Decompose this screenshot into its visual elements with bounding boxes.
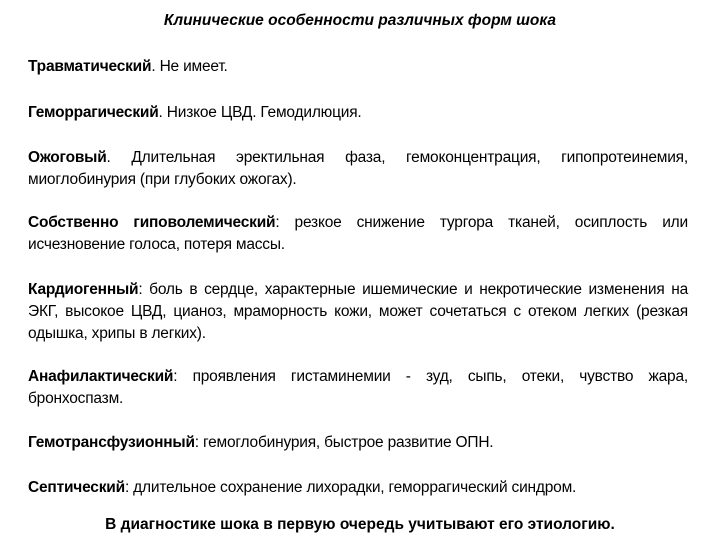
term: Травматический: [28, 58, 152, 75]
shock-type-septic: [28, 477, 688, 499]
separator: :: [173, 368, 193, 385]
separator: :: [275, 214, 295, 231]
shock-type-traumatic: [28, 56, 688, 78]
description: Длительная эректильная фаза, гемоконцентрация, гипопротеинемия, миоглобинурия (при глубоких ожогах).: [28, 149, 688, 188]
term: Кардиогенный: [28, 281, 139, 298]
shock-type-cardiogenic: [28, 279, 688, 345]
term: Ожоговый: [28, 149, 107, 166]
shock-type-hypovolemic: [28, 212, 688, 256]
shock-type-transfusion: [28, 432, 688, 454]
term: Анафилактический: [28, 368, 174, 385]
shock-type-hemorrhagic: [28, 102, 688, 124]
description: гемоглобинурия, быстрое развитие ОПН.: [203, 434, 494, 451]
separator: .: [151, 58, 160, 75]
separator: .: [106, 149, 132, 166]
description: длительное сохранение лихорадки, геморрагический синдром.: [133, 479, 577, 496]
shock-type-burn: [28, 147, 688, 191]
separator: :: [124, 479, 134, 496]
description: боль в сердце, характерные ишемические и некротические изменения на ЭКГ, высокое ЦВД, цианоз, мраморность кожи, может сочетаться с отеком легких (резкая одышка, хрипы в легких).: [28, 281, 688, 342]
shock-type-anaphylactic: [28, 366, 688, 410]
term: Гемотрансфузионный: [28, 434, 195, 451]
separator: .: [158, 104, 167, 121]
description: Низкое ЦВД. Гемодилюция.: [166, 104, 362, 121]
description: Не имеет.: [159, 58, 228, 75]
term: Геморрагический: [28, 104, 159, 121]
term: Септический: [28, 479, 125, 496]
description: резкое снижение тургора тканей, осиплость или исчезновение голоса, потеря массы.: [28, 214, 688, 253]
description: проявления гистаминемии - зуд, сыпь, отеки, чувство жара, бронхоспазм.: [28, 368, 688, 407]
page-title: Клинические особенности различных форм шока: [163, 12, 557, 29]
conclusion: В диагностике шока в первую очередь учитывают его этиологию.: [105, 516, 615, 533]
separator: :: [194, 434, 204, 451]
term: Собственно гиповолемический: [28, 214, 276, 231]
separator: :: [138, 281, 150, 298]
